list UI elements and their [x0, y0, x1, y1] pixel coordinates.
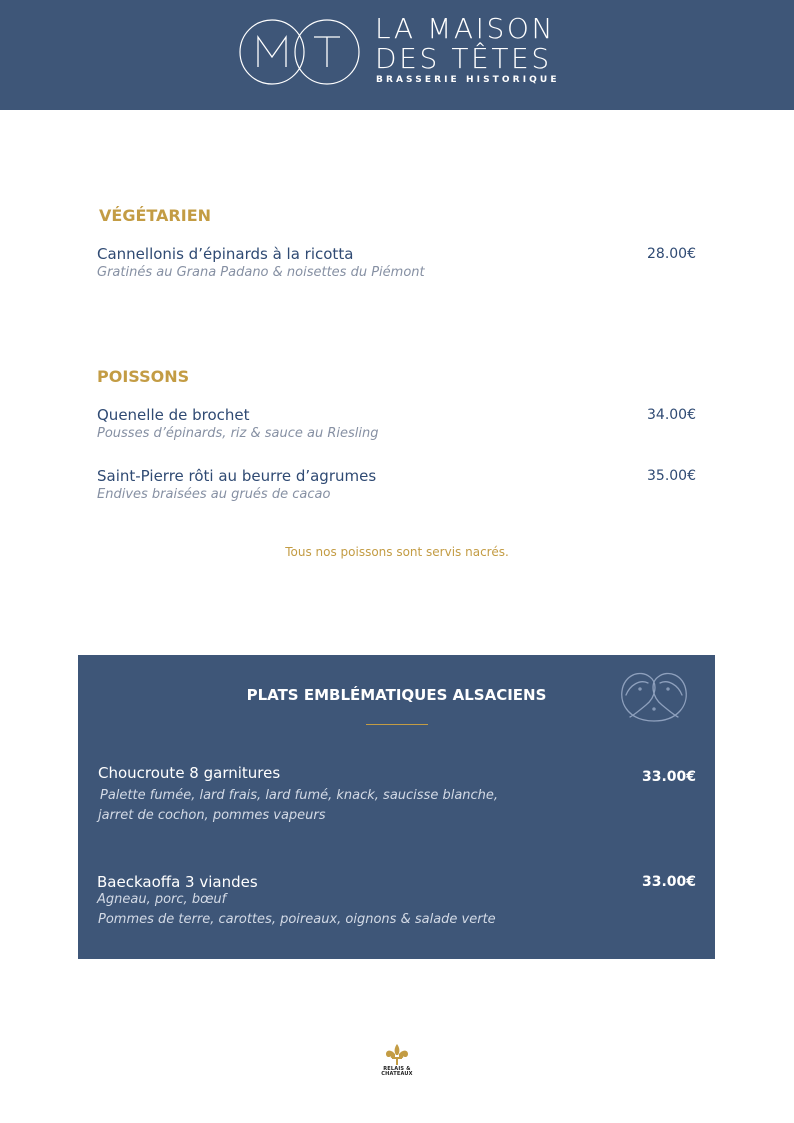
gold-divider: [366, 724, 428, 725]
dish-name: Choucroute 8 garnitures: [98, 764, 281, 782]
dish-description: Pommes de terre, carottes, poireaux, oignons & salade verte: [98, 912, 496, 927]
dish-name: Saint-Pierre rôti au beurre d’agrumes: [97, 467, 377, 485]
chateaux-logo-text: CHATEAUX: [381, 1071, 413, 1077]
dish-name: Cannellonis d’épinards à la ricotta: [97, 245, 354, 263]
panel-title: PLATS EMBLÉMATIQUES ALSACIENS: [246, 686, 547, 704]
dish-price: 35.00€: [647, 468, 696, 484]
fleur-de-lis-icon: [384, 1043, 410, 1067]
dish-description: Gratinés au Grana Padano & noisettes du Piémont: [97, 265, 425, 280]
brand-name-line2: DES TÊTES: [375, 42, 552, 75]
dish-price: 33.00€: [641, 769, 696, 785]
brand-subtitle: BRASSERIE HISTORIQUE: [376, 75, 560, 85]
header-banner: [0, 0, 794, 110]
alsace-specialties-panel: [78, 655, 715, 959]
dish-description: jarret de cochon, pommes vapeurs: [98, 808, 326, 823]
dish-description: Pousses d’épinards, riz & sauce au Riesling: [97, 426, 379, 441]
brand-name-line1: LA MAISON: [375, 12, 556, 45]
dish-price: 33.00€: [641, 874, 696, 890]
dish-description: Agneau, porc, bœuf: [97, 892, 227, 907]
dish-name: Quenelle de brochet: [97, 406, 250, 424]
pretzel-icon: [616, 665, 692, 727]
dish-description: Endives braisées au grués de cacao: [97, 487, 331, 502]
mt-monogram-logo: [238, 17, 362, 87]
dish-description: Palette fumée, lard frais, lard fumé, knack, saucisse blanche,: [100, 788, 499, 803]
section-title-poissons: POISSONS: [97, 367, 190, 386]
fish-note: Tous nos poissons sont servis nacrés.: [285, 545, 509, 559]
relais-chateaux-logo: [377, 1043, 417, 1083]
section-title-vegetarien: VÉGÉTARIEN: [99, 206, 212, 225]
relais-logo-text: RELAIS &: [383, 1066, 411, 1072]
dish-price: 34.00€: [647, 407, 696, 423]
dish-price: 28.00€: [647, 246, 696, 262]
dish-name: Baeckaoffa 3 viandes: [97, 873, 258, 891]
